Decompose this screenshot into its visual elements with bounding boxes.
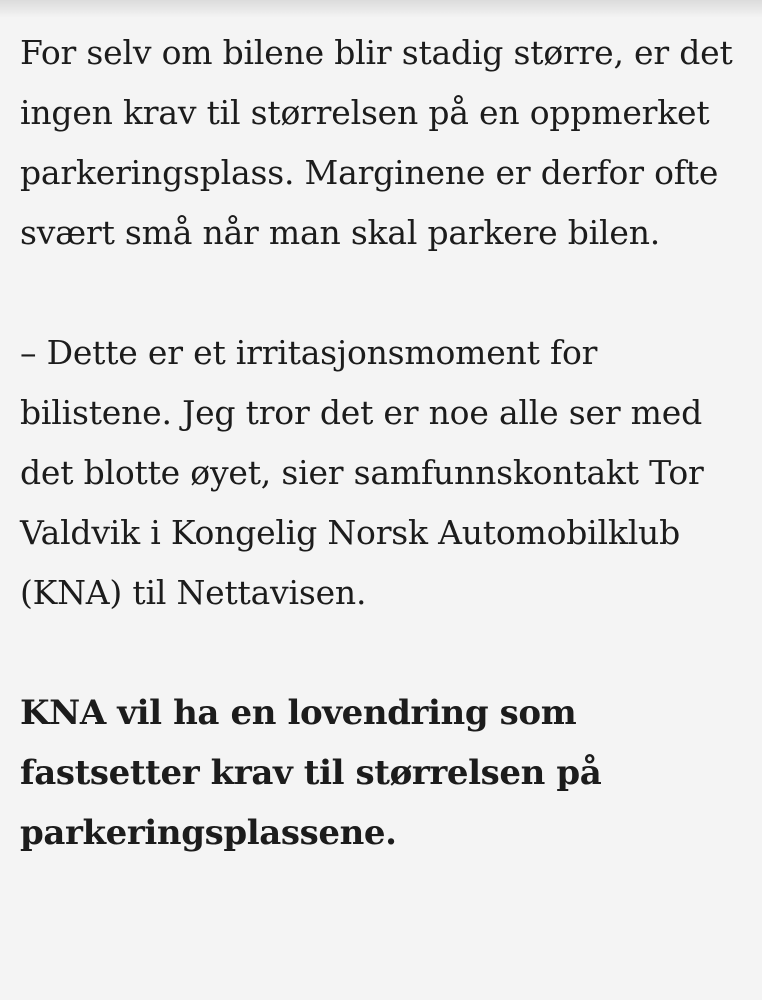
article-body [20,23,750,863]
article-paragraph-quote: – Dette er et irritasjonsmoment for bilistene. Jeg tror det er noe alle ser med det blotte øyet, sier samfunnskontakt Tor Valdvik i Kongelig Norsk Automobilklub (KNA) til Nettavisen. [20,333,704,612]
top-edge-shadow [0,0,762,18]
article-paragraph-parking-size: For selv om bilene blir stadig større, er det ingen krav til størrelsen på en oppmerket parkeringsplass. Marginene er derfor ofte svært små når man skal parkere bilen. [20,33,733,252]
article-subheading: KNA vil ha en lovendring som fastsetter krav til størrelsen på parkeringsplassene. [20,693,602,853]
